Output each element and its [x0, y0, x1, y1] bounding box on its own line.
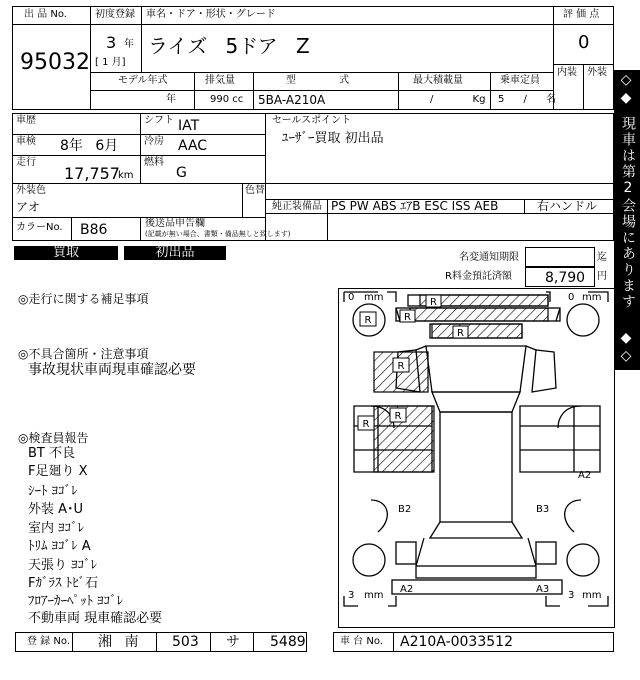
defect-header: ◎不具合箇所・注意事項 [18, 347, 149, 361]
report-line: 室内 ﾖｺﾞﾚ [28, 521, 85, 536]
shaken-label: 車検 [16, 136, 36, 147]
report-line: ﾌﾛｱｰｶｰﾍﾟｯﾄ ﾖｺﾞﾚ [28, 594, 124, 609]
svg-text:B3: B3 [536, 504, 550, 515]
driving-header: ◎走行に関する補足事項 [18, 292, 149, 306]
tag-buyout: 買取 [14, 246, 118, 260]
reg-no-label: 登 録 No. [27, 636, 70, 647]
history-label: 車歴 [16, 115, 36, 126]
inspector-header: ◎検査員報告 [18, 431, 89, 445]
color-change-label: 色替 [245, 185, 265, 196]
side-banner-bottom: ◆◇ [618, 330, 634, 366]
color-value: アオ [16, 200, 40, 214]
sales-point-value: ﾕｰｻﾞｰ買取 初出品 [282, 131, 384, 146]
name-change-box [525, 247, 595, 267]
defect-line: 事故現状車両現車確認必要 [28, 362, 196, 378]
report-line: BT 不良 [28, 446, 75, 461]
shift-label: シフト [144, 115, 174, 126]
lot-no: 95032 [20, 50, 90, 75]
first-reg-year: 3 [106, 33, 117, 52]
side-banner-top: ◇◆ [618, 72, 634, 108]
report-line: ｼｰﾄ ﾖｺﾞﾚ [28, 484, 78, 499]
svg-text:R: R [364, 315, 372, 326]
model-year-unit: 年 [166, 94, 176, 105]
car-name-label: 車名・ドア・形状・グレード [146, 9, 276, 20]
color-label: 外装色 [16, 185, 46, 196]
report-line: 不動車両 現車確認必要 [28, 611, 163, 626]
report-line: 外装 A･U [28, 502, 84, 517]
sales-point-label: セールスポイント [272, 115, 352, 126]
ac-value: AAC [178, 138, 208, 154]
capacity-value: 5 / 名 [498, 94, 557, 105]
model-year-label: モデル年式 [118, 75, 168, 86]
svg-text:B2: B2 [398, 504, 412, 515]
year-unit: 年 [124, 39, 134, 50]
steering-value: 右ハンドル [537, 199, 598, 213]
svg-text:mm: mm [364, 590, 384, 601]
type-label: 型 式 [286, 75, 350, 86]
interior-label: 内装 [557, 67, 577, 78]
displacement-label: 排気量 [205, 75, 235, 86]
svg-text:A2: A2 [400, 584, 414, 595]
first-reg-month: [ 1 月] [95, 57, 126, 68]
aftermarket-note: (記載が無い場合、書類・備品無しと致します) [145, 230, 291, 238]
svg-text:A3: A3 [536, 584, 550, 595]
reg-area: 湘 南 [98, 634, 139, 650]
svg-text:mm: mm [582, 292, 602, 303]
type-value: 5BA-A210A [258, 93, 326, 107]
reg-kana: サ [226, 634, 240, 650]
svg-text:A2: A2 [578, 470, 592, 481]
aftermarket-label: 後送品申告欄 [145, 218, 205, 229]
mileage-value: 17,757 [64, 164, 120, 183]
recycle-label: R料金預託済額 [445, 271, 512, 282]
name-change-label: 名変通知期限 [459, 252, 519, 263]
svg-text:R: R [397, 361, 405, 372]
report-line: F足廻り X [28, 464, 88, 479]
recycle-value: 8,790 [545, 270, 586, 286]
shift-value: IAT [178, 118, 200, 134]
svg-text:mm: mm [364, 292, 384, 303]
exterior-label: 外装 [587, 67, 607, 78]
svg-text:0: 0 [348, 292, 355, 303]
mileage-unit: km [118, 170, 134, 181]
report-line: 天張り ﾖｺﾞﾚ [28, 558, 98, 573]
chassis-label: 車 台 No. [340, 636, 383, 647]
svg-text:3: 3 [348, 590, 355, 601]
car-damage-diagram [338, 288, 615, 628]
color-no-label: カラーNo. [16, 222, 63, 233]
fuel-label: 燃料 [144, 157, 164, 168]
car-name: ライズ 5ドア Z [148, 34, 310, 58]
ac-label: 冷房 [144, 136, 164, 147]
equipment-label: 純正装備品 [272, 201, 322, 212]
score-value: 0 [578, 32, 590, 53]
side-banner-text: 現車は第2会場にあります [620, 116, 636, 310]
reg-number: 5489 [270, 634, 306, 650]
svg-text:R: R [394, 411, 402, 422]
max-load-value: / Kg [430, 94, 486, 105]
report-line: Fｶﾞﾗｽ ﾄﾋﾞ石 [28, 576, 99, 591]
reg-class: 503 [172, 634, 199, 650]
svg-text:R: R [430, 297, 437, 308]
displacement-value: 990 cc [210, 94, 244, 105]
svg-text:R: R [457, 328, 464, 339]
fuel-value: G [176, 165, 187, 181]
report-line: ﾄﾘﾑ ﾖｺﾞﾚ A [28, 539, 91, 554]
svg-text:3: 3 [568, 590, 575, 601]
svg-text:R: R [362, 419, 370, 430]
tag-first-listing: 初出品 [124, 246, 226, 260]
name-change-unit: 迄 [597, 252, 607, 263]
mileage-label: 走行 [16, 157, 36, 168]
svg-text:mm: mm [582, 590, 602, 601]
score-label: 評 価 点 [563, 9, 600, 20]
svg-text:R: R [404, 312, 411, 323]
recycle-unit: 円 [597, 271, 607, 282]
first-reg-label: 初度登録 [95, 9, 135, 20]
chassis-value: A210A-0033512 [400, 634, 513, 650]
equipment-value: PS PW ABS ｴｱB ESC ISS AEB [331, 199, 499, 213]
color-no-value: B86 [80, 222, 108, 238]
lot-no-label: 出 品 No. [24, 9, 67, 20]
max-load-label: 最大積載量 [413, 75, 463, 86]
shaken-value: 8年 6月 [60, 138, 119, 154]
svg-text:0: 0 [568, 292, 575, 303]
capacity-label: 乗車定員 [500, 75, 540, 86]
